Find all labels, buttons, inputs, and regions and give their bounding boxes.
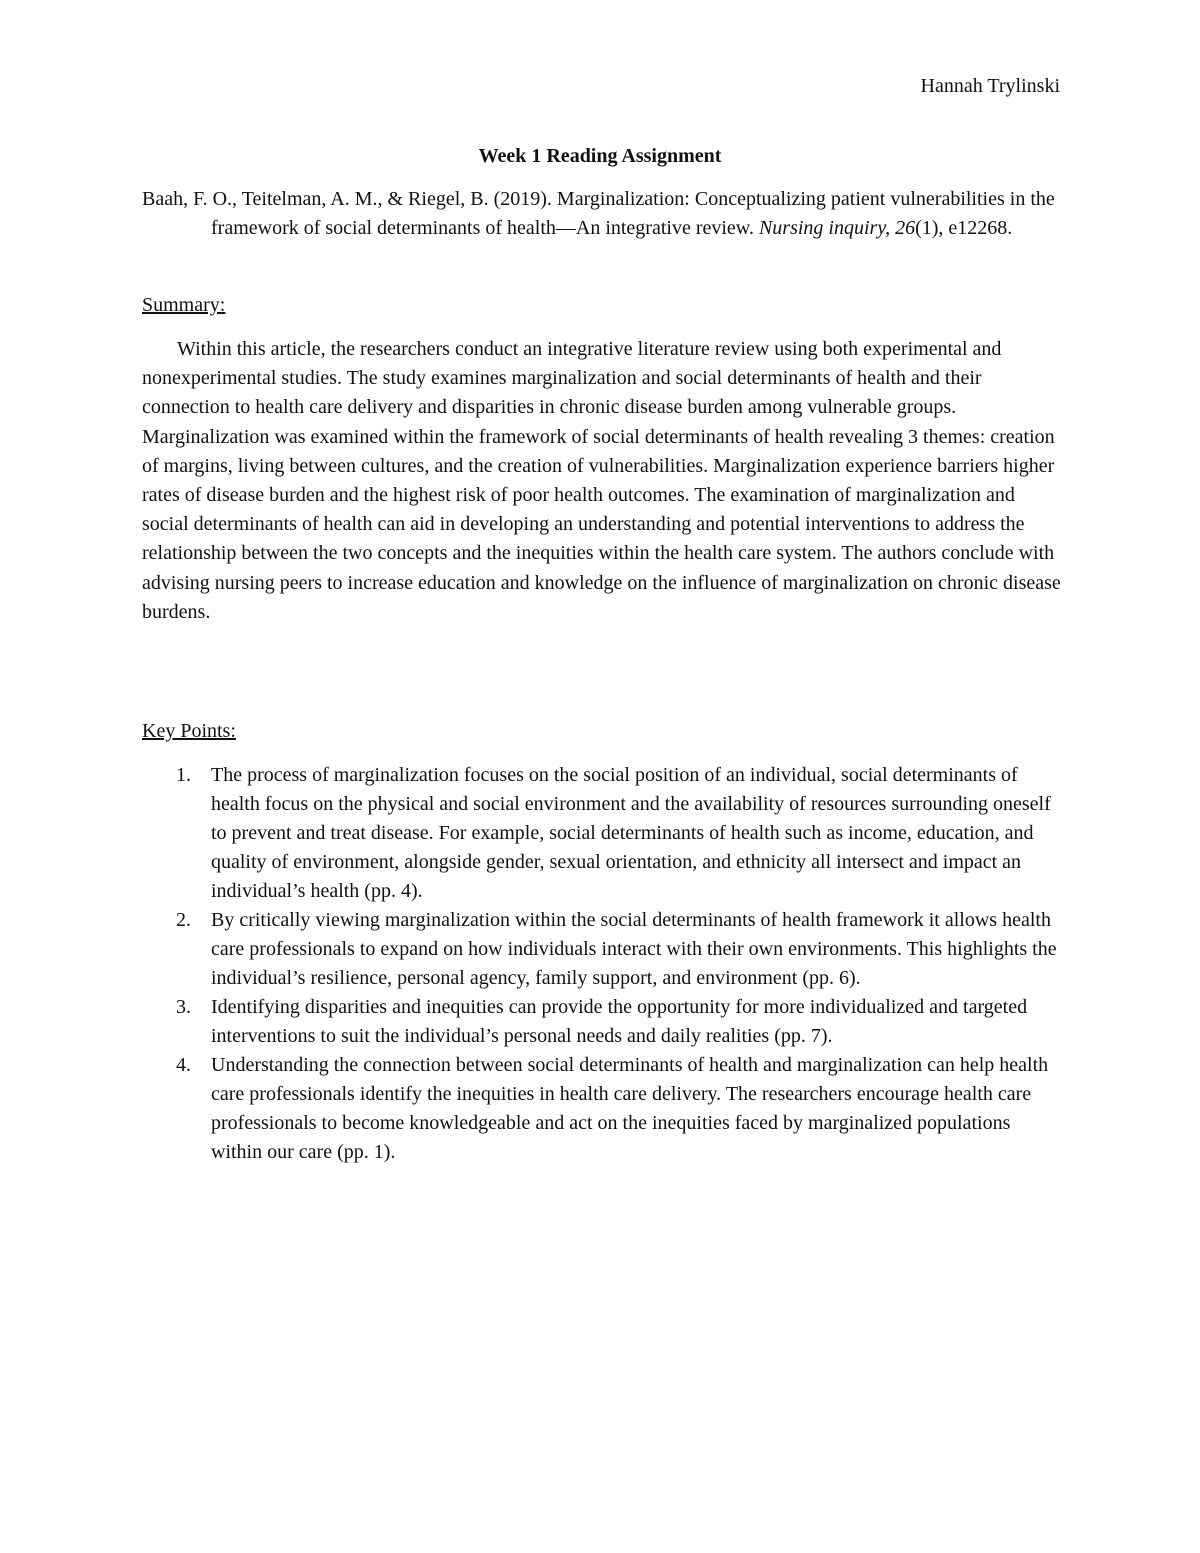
list-item-text: The process of marginalization focuses on the social position of an individual, social determinants of health focus on the physical and social environment and the availability of resources surrounding oneself to prevent and treat disease. For example, social determinants of health such as income, education, and quality of environment, alongside gender, sexual orientation, and ethnicity all intersect and impact an individual’s health (pp. 4). (211, 764, 1051, 902)
list-item (142, 761, 1062, 906)
summary-heading: Summary: (142, 294, 226, 316)
citation-authors: Baah, F. O., Teitelman, A. M., & Riegel, B. (2019). Marginalization: Conceptualizing patient vulnerabilities in the framework of social determinants of health—An integrative review. (142, 188, 1055, 239)
list-item-number: 3. (176, 996, 191, 1018)
key-points-heading: Key Points: (142, 720, 236, 742)
reference-citation (142, 185, 1062, 243)
key-points-list (142, 761, 1062, 1167)
list-item-number: 1. (176, 764, 191, 786)
list-item-text: By critically viewing marginalization within the social determinants of health framework it allows health care professionals to expand on how individuals interact with their own environments. This highlights the individual’s resilience, personal agency, family support, and environment (pp. 6). (211, 909, 1057, 989)
page-title: Week 1 Reading Assignment (478, 145, 722, 167)
list-item (142, 993, 1062, 1051)
list-item-number: 4. (176, 1054, 191, 1076)
list-item-text: Identifying disparities and inequities can provide the opportunity for more individualized and targeted interventions to suit the individual’s personal needs and daily realities (pp. 7). (211, 996, 1028, 1047)
list-item (142, 906, 1062, 993)
author-name: Hannah Trylinski (920, 75, 1060, 97)
summary-paragraph: Within this article, the researchers conduct an integrative literature review using both experimental and nonexperimental studies. The study examines marginalization and social determinants of health and their connection to health care delivery and disparities in chronic disease burden among vulnerable groups. Marginalization was examined within the framework of social determinants of health revealing 3 themes: creation of margins, living between cultures, and the creation of vulnerabilities. Marginalization experience barriers higher rates of disease burden and the highest risk of poor health outcomes. The examination of marginalization and social determinants of health can aid in developing an understanding and potential interventions to address the relationship between the two concepts and the inequities within the health care system. The authors conclude with advising nursing peers to increase education and knowledge on the influence of marginalization on chronic disease burdens. (142, 338, 1061, 623)
citation-journal: Nursing inquiry, 26 (758, 217, 916, 239)
list-item (142, 1051, 1062, 1167)
citation-issue: (1), e12268. (915, 217, 1013, 239)
list-item-text: Understanding the connection between social determinants of health and marginalization can help health care professionals identify the inequities in health care delivery. The researchers encourage health care professionals to become knowledgeable and act on the inequities faced by marginalized populations within our care (pp. 1). (211, 1054, 1049, 1163)
list-item-number: 2. (176, 909, 191, 931)
